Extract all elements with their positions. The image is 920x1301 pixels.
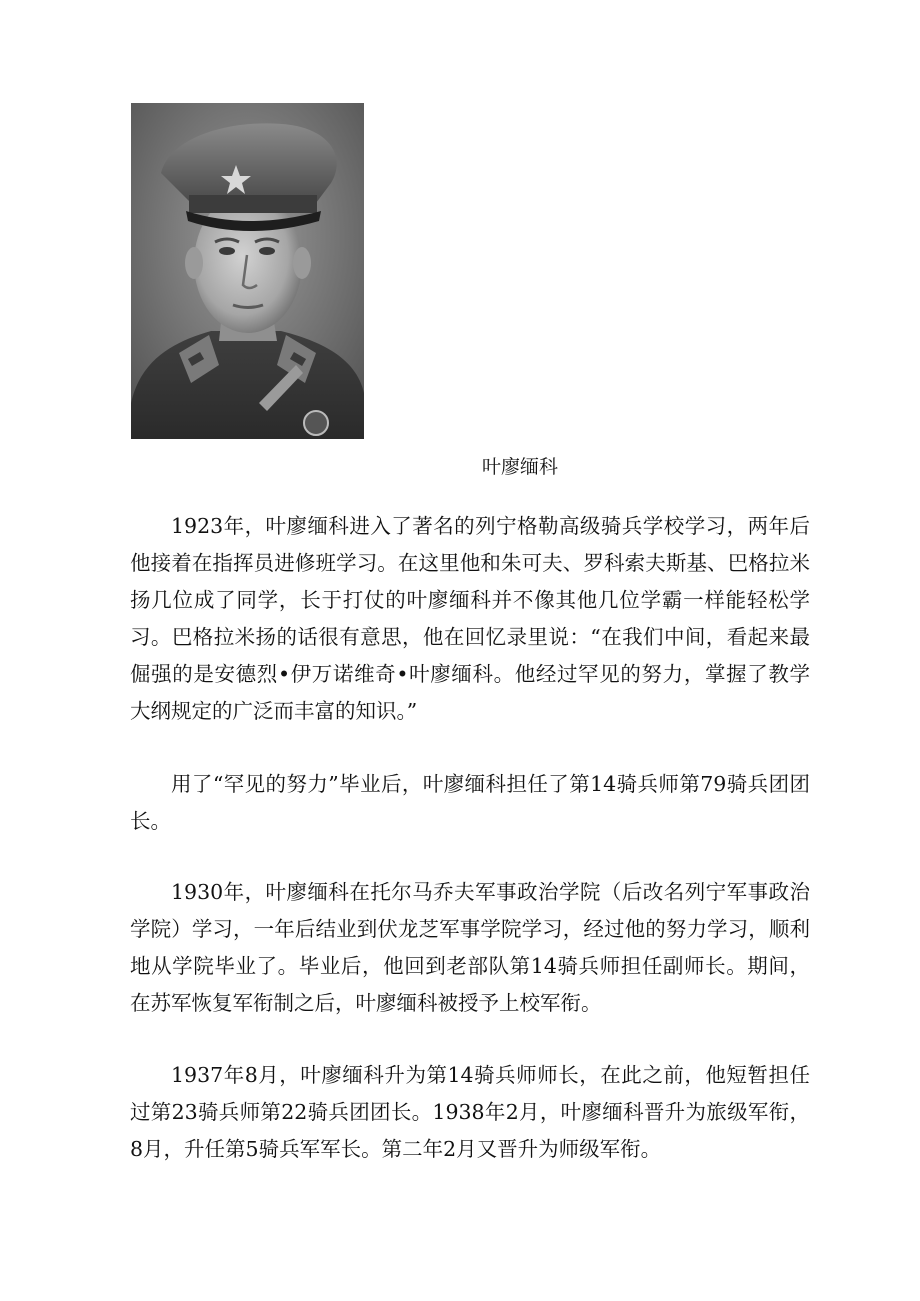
- paragraph-3: 1930年，叶廖缅科在托尔马乔夫军事政治学院（后改名列宁军事政治学院）学习，一年后结业到伏龙芝军事学院学习，经过他的努力学习，顺利地从学院毕业了。毕业后，他回到老部队第14骑兵师担任副师长。期间，在苏军恢复军衔制之后，叶廖缅科被授予上校军衔。: [130, 880, 810, 1015]
- paragraph-2: 用了“罕见的努力”毕业后，叶廖缅科担任了第14骑兵师第79骑兵团团长。: [130, 772, 810, 833]
- photo-caption: 叶廖缅科: [481, 456, 558, 478]
- paragraph-1: 1923年，叶廖缅科进入了著名的列宁格勒高级骑兵学校学习，两年后他接着在指挥员进修班学习。在这里他和朱可夫、罗科索夫斯基、巴格拉米扬几位成了同学，长于打仗的叶廖缅科并不像其他几位学霸一样能轻松学习。巴格拉米扬的话很有意思，他在回忆录里说：“在我们中间，看起来最倔强的是安德烈•伊万诺维奇•叶廖缅科。他经过罕见的努力，掌握了教学大纲规定的广泛而丰富的知识。”: [130, 514, 810, 723]
- portrait-photo: [131, 103, 364, 439]
- paragraph-4: 1937年8月，叶廖缅科升为第14骑兵师师长，在此之前，他短暂担任过第23骑兵师第22骑兵团团长。1938年2月，叶廖缅科晋升为旅级军衔，8月，升任第5骑兵军军长。第二年2月又晋升为师级军衔。: [130, 1063, 810, 1161]
- portrait-illustration: [131, 103, 364, 439]
